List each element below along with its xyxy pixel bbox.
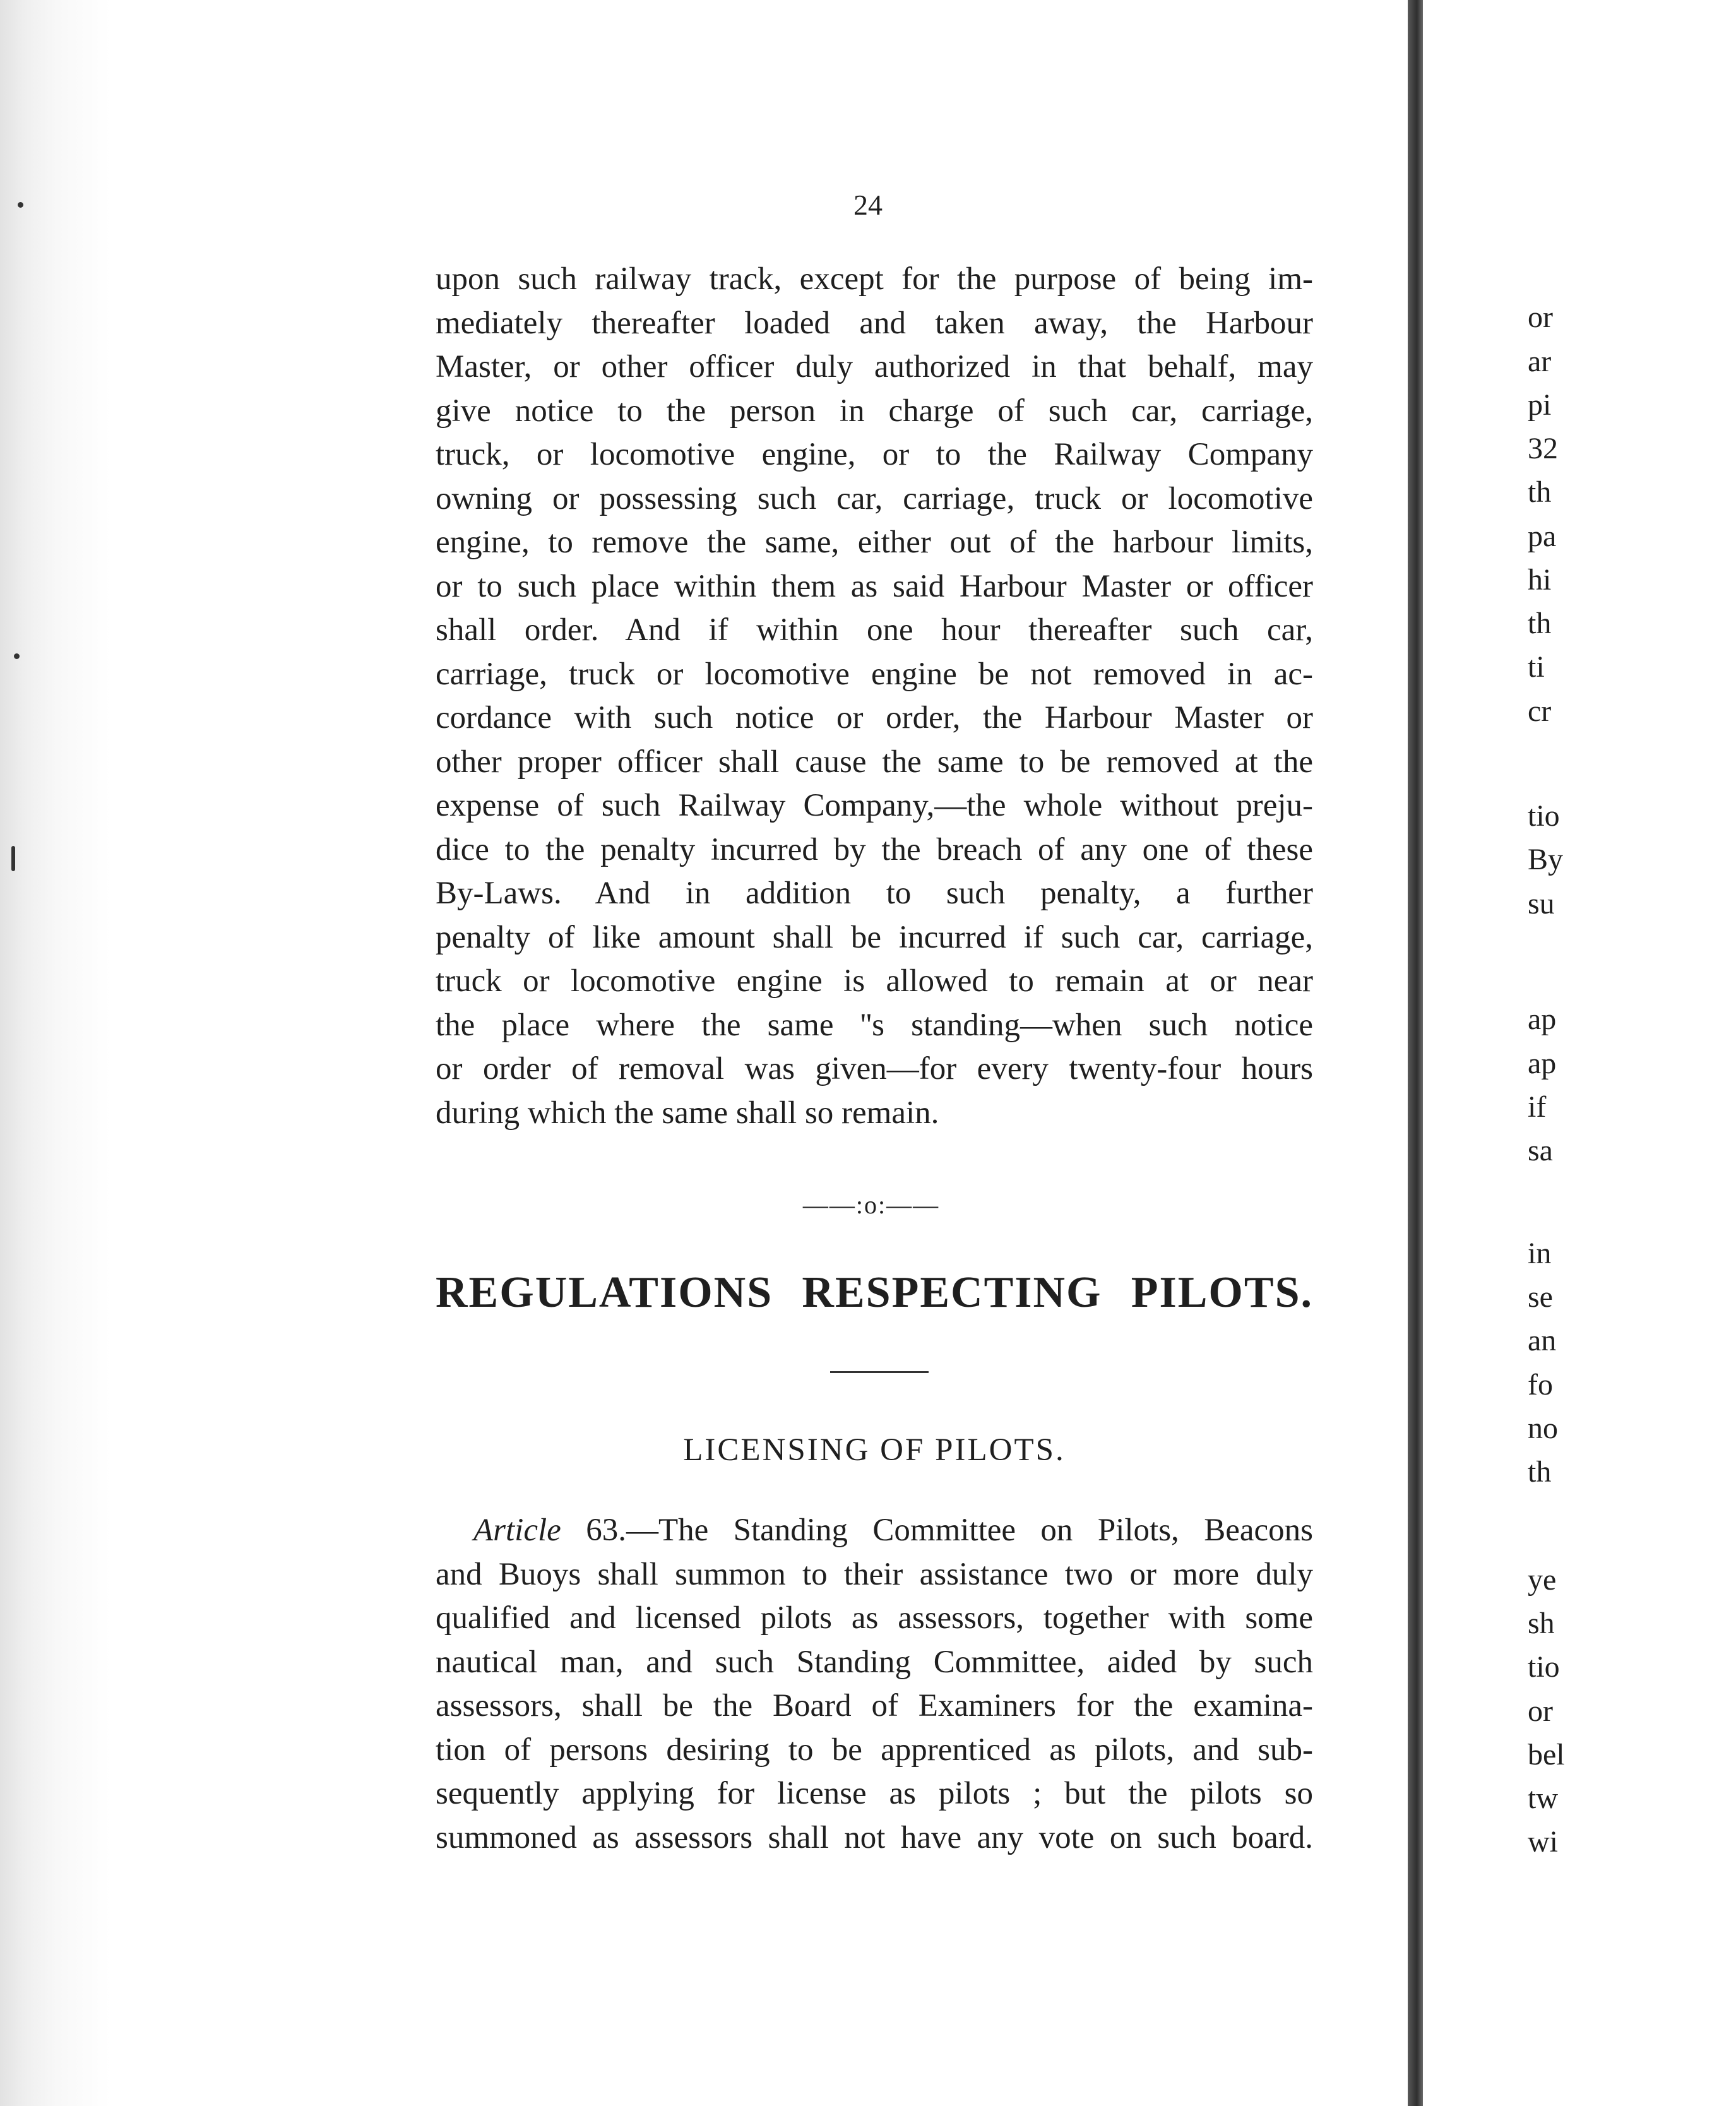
right-page-fragment: pa [1528,520,1557,553]
body-line: Master, or other officer duly authorized in that behalf, may [436,349,1313,384]
right-page-fragment: th [1528,607,1552,640]
article-line: assessors, shall be the Board of Examiners for the examina- [436,1688,1313,1723]
right-page-fragment: th [1528,475,1552,509]
right-page-fragment: tio [1528,799,1560,833]
scan-speck [14,653,20,659]
body-line: expense of such Railway Company,—the whole without preju- [436,788,1313,823]
right-page-fragment: tio [1528,1650,1560,1684]
right-page-fragment: tw [1528,1782,1558,1815]
body-line: shall order. And if within one hour thereafter such car, [436,612,1313,648]
section-ornament: ——:o:—— [802,1191,940,1219]
article-line: summoned as assessors shall not have any vote on such board. [436,1819,1313,1855]
article-label: Article [473,1513,561,1548]
right-page-fragment: sa [1528,1134,1553,1167]
right-page-fragment: ye [1528,1563,1557,1597]
right-page-fragment: wi [1528,1825,1558,1859]
scan-speck [11,846,15,871]
article-63 [436,1509,1313,1860]
body-line: engine, to remove the same, either out of the harbour limits, [436,525,1313,560]
body-line: By-Laws. And in addition to such penalty, a further [436,876,1313,911]
body-line: cordance with such notice or order, the Harbour Master or [436,700,1313,735]
scan-left-edge [0,0,110,2106]
right-page-fragment: th [1528,1455,1552,1489]
book-gutter [1408,0,1423,2106]
right-page-fragment: or [1528,300,1553,334]
right-page-fragment: ap [1528,1002,1557,1036]
right-page-fragment: cr [1528,694,1552,728]
right-page-fragment: sh [1528,1607,1555,1640]
right-page-fragment: if [1528,1090,1547,1124]
right-page-fragment: fo [1528,1368,1553,1401]
right-page-fragment: no [1528,1412,1558,1445]
body-line: truck or locomotive engine is allowed to remain at or near [436,963,1313,999]
body-line: dice to the penalty incurred by the breach of any one of these [436,831,1313,867]
article-first-line [436,1509,1313,1553]
body-line: truck, or locomotive engine, or to the Railway Company [436,437,1313,472]
heading-rule [830,1371,929,1373]
right-page-fragment: or [1528,1694,1553,1728]
body-line: during which the same shall so remain. [436,1095,939,1131]
article-line: qualified and licensed pilots as assessors, together with some [436,1600,1313,1636]
right-page-fragment: pi [1528,388,1552,422]
right-page-fragment: in [1528,1237,1552,1270]
subheading: LICENSING OF PILOTS. [683,1432,1066,1468]
right-page-fragment: su [1528,887,1555,920]
body-line: mediately thereafter loaded and taken away, the Harbour [436,305,1313,341]
body-line: penalty of like amount shall be incurred if such car, carriage, [436,919,1313,955]
article-first-line-text: 63.—The Standing Committee on Pilots, Beacons [561,1513,1313,1548]
body-line: upon such railway track, except for the purpose of being im- [436,261,1313,297]
body-line: other proper officer shall cause the same to be removed at the [436,744,1313,780]
section-heading: REGULATIONS RESPECTING PILOTS. [436,1268,1313,1317]
body-line: owning or possessing such car, carriage, truck or locomotive [436,480,1313,516]
right-page-fragment: hi [1528,563,1552,597]
body-line: or to such place within them as said Harbour Master or officer [436,568,1313,604]
right-page-fragment: bel [1528,1738,1565,1771]
right-page-fragment: ti [1528,650,1545,684]
article-line: tion of persons desiring to be apprenticed as pilots, and sub- [436,1732,1313,1768]
right-page-fragment: By [1528,843,1564,876]
right-page-fragment: 32 [1528,432,1558,465]
right-page-fragment: se [1528,1280,1553,1314]
body-line: give notice to the person in charge of such car, carriage, [436,393,1313,429]
right-page-fragment: ap [1528,1047,1557,1080]
right-page-fragment: ar [1528,345,1552,378]
article-line: and Buoys shall summon to their assistance two or more duly [436,1556,1313,1592]
body-text [436,258,1313,1135]
body-line: carriage, truck or locomotive engine be not removed in ac- [436,656,1313,692]
right-page-fragment: an [1528,1324,1557,1357]
page-number: 24 [853,189,883,221]
article-line: sequently applying for license as pilots ; but the pilots so [436,1776,1313,1811]
body-line: the place where the same ''s standing—when such notice [436,1007,1313,1043]
body-line: or order of removal was given—for every twenty-four hours [436,1051,1313,1086]
article-line: nautical man, and such Standing Committee, aided by such [436,1644,1313,1680]
